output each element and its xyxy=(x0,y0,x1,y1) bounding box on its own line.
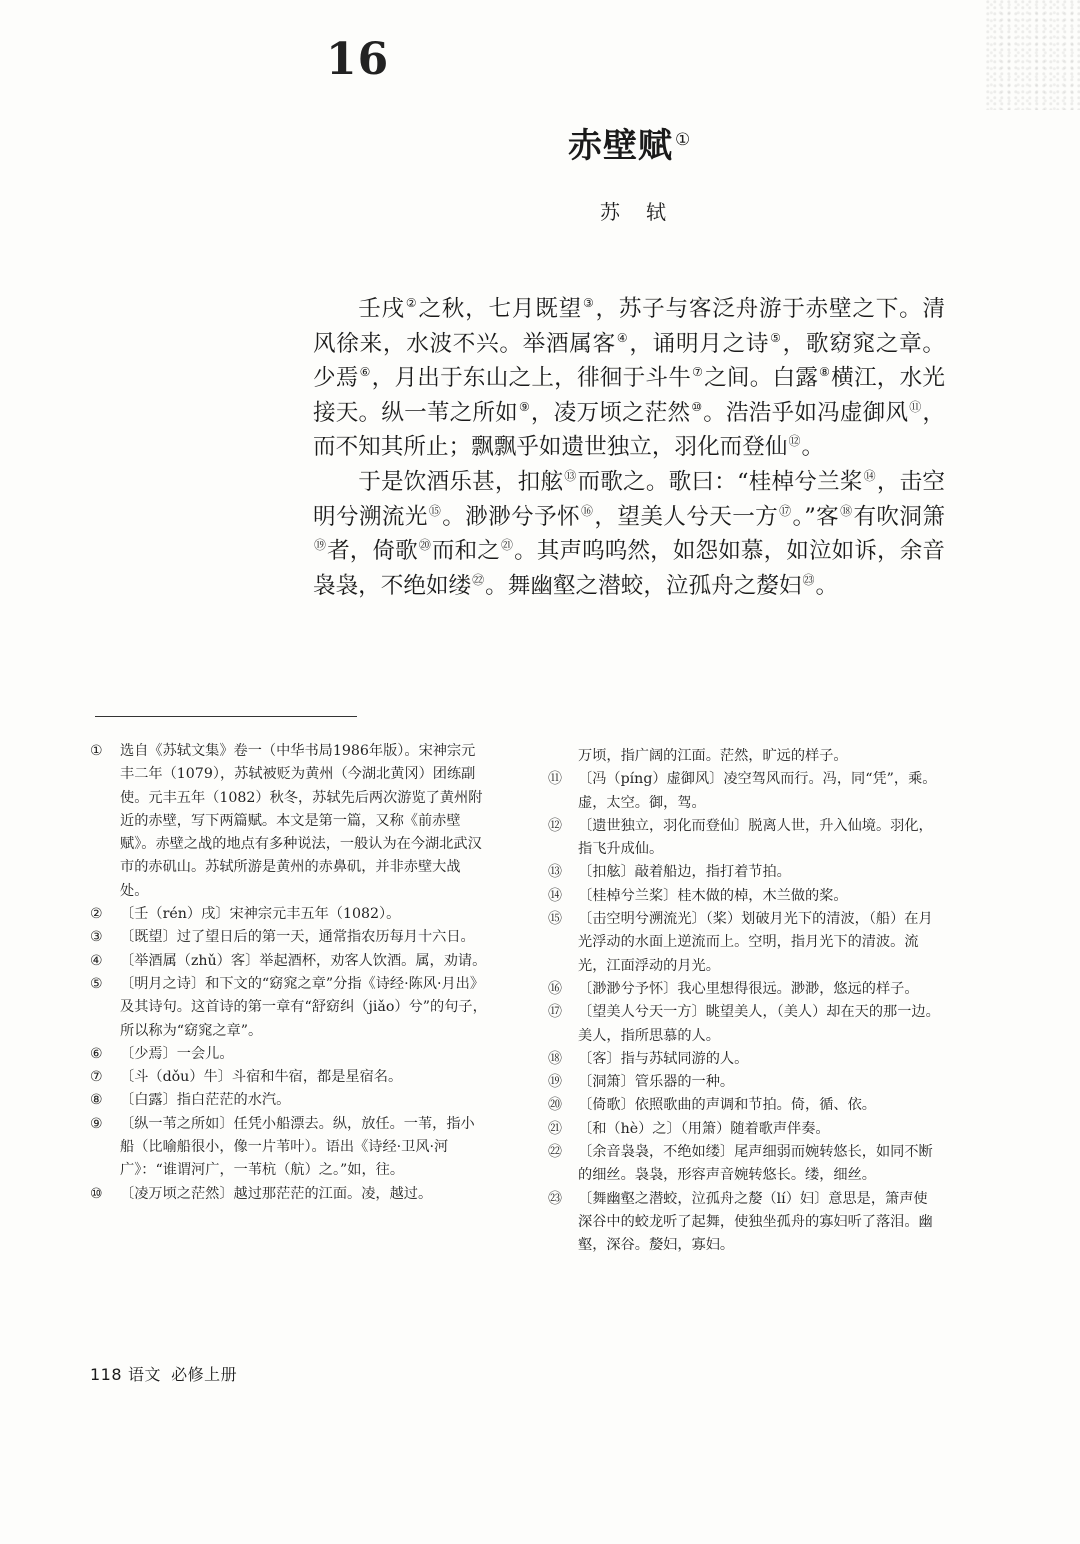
footnote-number: ⑱ xyxy=(548,1050,562,1067)
text-segment: ，诵明月之诗 xyxy=(629,330,770,357)
footnote xyxy=(90,926,488,949)
footnote-number: ⑭ xyxy=(548,887,562,904)
footnote-text: 〔望美人兮天一方〕眺望美人，（美人）却在天的那一边。美人，指所思慕的人。 xyxy=(578,1004,940,1044)
note-marker: ⑦ xyxy=(692,365,704,380)
title-note-mark: ① xyxy=(675,129,692,150)
footer-subject: 语文 xyxy=(128,1365,162,1384)
footnote-number: ⑲ xyxy=(548,1074,562,1091)
note-marker: ㉓ xyxy=(802,572,815,587)
footnote xyxy=(548,768,940,815)
text-segment: 之间。白露 xyxy=(704,365,819,392)
footnote-number: ⑤ xyxy=(90,975,103,992)
footnote-text: 〔倚歌〕依照歌曲的声调和节拍。倚，循、依。 xyxy=(578,1097,876,1114)
text-segment: ，望美人兮天一方 xyxy=(594,503,779,530)
text-segment: 。舞幽壑之潜蛟，泣孤舟之嫠妇 xyxy=(485,572,802,599)
footnote xyxy=(90,950,488,973)
footnote-text: 〔举酒属（zhǔ）客〕举起酒杯，劝客人饮酒。属，劝请。 xyxy=(120,952,487,969)
note-marker: ㉑ xyxy=(500,538,514,553)
footnote-text: 选自《苏轼文集》卷一（中华书局1986年版）。宋神宗元丰二年（1079），苏轼被贬为黄州（今湖北黄冈）团练副使。元丰五年（1082）秋冬，苏轼先后两次游览了黄州附近的赤壁，写下两篇赋。本文是第一篇，又称《前赤壁赋》。赤壁之战的地点有多种说法，一般认为在今湖北武汉市的赤矶山。苏轼所游是黄州的赤鼻矶，并非赤壁大战处。 xyxy=(120,743,483,899)
footnote-number: ⑳ xyxy=(548,1097,562,1114)
footnote xyxy=(90,1183,488,1206)
text-segment: 。 xyxy=(801,434,825,461)
main-paragraph xyxy=(313,465,945,603)
footnote-text: 〔白露〕指白茫茫的水汽。 xyxy=(120,1092,291,1109)
note-marker: ⑭ xyxy=(863,468,876,483)
text-segment: 壬戌 xyxy=(358,296,405,322)
footnote-text: 〔和（hè）之〕（用箫）随着歌声伴奏。 xyxy=(578,1120,830,1137)
footnote xyxy=(548,885,940,908)
note-marker: ⑩ xyxy=(691,399,703,414)
footnote-text: 〔客〕指与苏轼同游的人。 xyxy=(578,1050,749,1067)
note-marker: ② xyxy=(405,296,418,310)
page-title xyxy=(568,118,691,167)
footnote-text: 〔扣舷〕敲着船边，指打着节拍。 xyxy=(578,864,791,881)
text-segment: 之秋，七月既望 xyxy=(418,296,582,322)
footnote-number: ⑥ xyxy=(90,1045,103,1062)
footnote xyxy=(548,1141,940,1188)
note-marker: ⑰ xyxy=(779,503,792,518)
note-marker: ⑪ xyxy=(909,399,922,414)
text-segment: 横江，水光接天。纵一苇之所如 xyxy=(313,365,946,426)
footnote-number: ⑫ xyxy=(548,817,562,834)
text-segment: 于是饮酒乐甚，扣舷 xyxy=(358,468,564,495)
footnote-number: ① xyxy=(90,743,103,759)
text-segment: ，歌窈窕之章。少焉 xyxy=(313,330,946,392)
text-segment: ，击空明兮溯流光 xyxy=(313,468,946,530)
footnote-text: 〔少焉〕一会儿。 xyxy=(120,1045,234,1062)
footnote xyxy=(548,1001,940,1048)
text-segment: 。 xyxy=(815,572,839,599)
scan-noise xyxy=(985,0,1080,110)
notes-right-list xyxy=(548,768,940,1257)
footnote-number: ⑧ xyxy=(90,1092,103,1109)
footnote xyxy=(90,973,488,1043)
note-marker: ③ xyxy=(582,296,595,310)
text-segment: 而歌之。歌曰：“桂棹兮兰桨 xyxy=(577,468,863,495)
text-segment: 有吹洞箫 xyxy=(853,503,945,530)
footnote xyxy=(548,1118,940,1141)
footnote-text: 〔余音袅袅，不绝如缕〕尾声细弱而婉转悠长，如同不断的细丝。袅袅，形容声音婉转悠长。缕，细丝。 xyxy=(578,1144,933,1184)
footnote-text: 〔渺渺兮予怀〕我心里想得很远。渺渺，悠远的样子。 xyxy=(578,980,919,997)
footnote-text: 〔纵一苇之所如〕任凭小船漂去。纵，放任。一苇，指小船（比喻船很小，像一片苇叶）。语出《诗经·卫风·河广》：“谁谓河广，一苇杭（航）之。”如，往。 xyxy=(120,1115,475,1179)
footnote-text: 〔遗世独立，羽化而登仙〕脱离人世，升入仙境。羽化，指飞升成仙。 xyxy=(578,817,933,858)
footnote xyxy=(548,978,940,1001)
note-marker: ⑮ xyxy=(428,503,442,518)
footnote-text: 〔冯（píng）虚御风〕凌空驾风而行。冯，同“凭”，乘。虚，太空。御，驾。 xyxy=(578,771,937,811)
note-continuation: 万顷，指广阔的江面。茫然，旷远的样子。 xyxy=(578,748,848,764)
author: 苏轼 xyxy=(600,200,692,224)
main-paragraph xyxy=(313,292,945,465)
text-segment: 。”客 xyxy=(792,503,840,530)
note-marker: ⑯ xyxy=(581,503,594,518)
note-marker: ④ xyxy=(616,330,629,345)
note-marker: ⑲ xyxy=(314,538,327,553)
text-segment: ，而不知其所止；飘飘乎如遗世独立，羽化而登仙 xyxy=(313,399,946,461)
note-marker: ⑬ xyxy=(564,468,577,483)
notes-right-column xyxy=(548,745,940,1258)
footnote xyxy=(548,908,940,978)
footnote xyxy=(548,861,940,884)
footnote-number: ⑪ xyxy=(548,771,562,788)
footnote-number: ⑬ xyxy=(548,864,562,881)
text-segment: 者，倚歌 xyxy=(327,538,418,565)
footnote-number: ⑯ xyxy=(548,980,562,997)
text-segment: 。其声呜呜然，如怨如慕，如泣如诉，余音袅袅，不绝如缕 xyxy=(313,538,945,599)
note-marker: ⑱ xyxy=(840,503,853,518)
footnote xyxy=(90,1113,488,1183)
lesson-number: 16 xyxy=(326,34,390,85)
footnote-text: 〔舞幽壑之潜蛟，泣孤舟之嫠（lí）妇〕意思是，箫声使深谷中的蛟龙听了起舞，使独坐孤舟的寡妇听了落泪。幽壑，深谷。嫠妇，寡妇。 xyxy=(578,1190,933,1254)
text-segment: ，月出于东山之上，徘徊于斗牛 xyxy=(371,365,692,392)
footnote xyxy=(90,1043,488,1066)
note-marker: ⑫ xyxy=(788,434,801,449)
page-footer xyxy=(90,1362,237,1385)
note-marker: ⑤ xyxy=(770,330,782,345)
footnote xyxy=(548,1048,940,1071)
footnote-text: 〔击空明兮溯流光〕（桨）划破月光下的清波，（船）在月光浮动的水面上逆流而上。空明，指月光下的清波。流光，江面浮动的月光。 xyxy=(578,911,933,974)
footnote-text: 〔壬（rén）戌〕宋神宗元丰五年（1082）。 xyxy=(120,906,401,923)
footnote-number: ㉑ xyxy=(548,1120,562,1137)
note-marker: ⑨ xyxy=(518,399,530,414)
footnote-number: ㉒ xyxy=(548,1144,562,1161)
footnote xyxy=(548,815,940,862)
footnote xyxy=(548,1094,940,1117)
text-segment: ，凌万顷之茫然 xyxy=(530,399,691,426)
footnote xyxy=(90,1066,488,1089)
text-segment: ，苏子与客泛舟游于赤壁之下。清风徐来，水波不兴。举酒属客 xyxy=(313,296,946,357)
text-segment: 而和之 xyxy=(431,538,500,565)
footnote xyxy=(90,740,488,903)
footnote-number: ⑰ xyxy=(548,1004,562,1021)
note-marker: ⑳ xyxy=(418,538,431,553)
footnote-text: 〔桂棹兮兰桨〕桂木做的棹，木兰做的桨。 xyxy=(578,887,848,904)
footnote-number: ④ xyxy=(90,952,103,969)
footnote-number: ③ xyxy=(90,929,103,946)
footnote-number: ② xyxy=(90,906,103,923)
footnote xyxy=(90,1089,488,1112)
footnote-text: 〔明月之诗〕和下文的“窈窕之章”分指《诗经·陈风·月出》及其诗句。这首诗的第一章有“舒窈纠（jiǎo）兮”的句子，所以称为“窈窕之章”。 xyxy=(120,975,487,1039)
footnote xyxy=(548,1071,940,1094)
footnote-number: ⑮ xyxy=(548,911,562,928)
notes-left-column xyxy=(90,740,488,1206)
footnote-number: ⑨ xyxy=(90,1115,103,1132)
page-number: 118 xyxy=(90,1365,123,1384)
note-marker: ⑥ xyxy=(359,365,371,380)
main-text xyxy=(313,292,945,603)
note-marker: ㉒ xyxy=(472,572,485,587)
title-text: 赤壁赋 xyxy=(568,126,673,166)
footnote-text: 〔凌万顷之茫然〕越过那茫茫的江面。凌，越过。 xyxy=(120,1185,433,1202)
footnote-text: 〔既望〕过了望日后的第一天，通常指农历每月十六日。 xyxy=(120,929,475,946)
footnote-text: 〔斗（dǒu）牛〕斗宿和牛宿，都是星宿名。 xyxy=(120,1069,403,1086)
footnote-divider xyxy=(95,716,357,717)
footnote-number: ⑦ xyxy=(90,1069,103,1086)
footnote xyxy=(90,903,488,926)
text-segment: 。渺渺兮予怀 xyxy=(442,503,581,530)
footnote xyxy=(548,1188,940,1258)
note-marker: ⑧ xyxy=(819,365,831,380)
text-segment: 。浩浩乎如冯虚御风 xyxy=(703,399,909,426)
footnote-number: ⑩ xyxy=(90,1185,103,1202)
footnote-number: ㉓ xyxy=(548,1190,562,1207)
footer-book: 必修上册 xyxy=(171,1365,238,1384)
footnote-text: 〔洞箫〕管乐器的一种。 xyxy=(578,1074,735,1091)
